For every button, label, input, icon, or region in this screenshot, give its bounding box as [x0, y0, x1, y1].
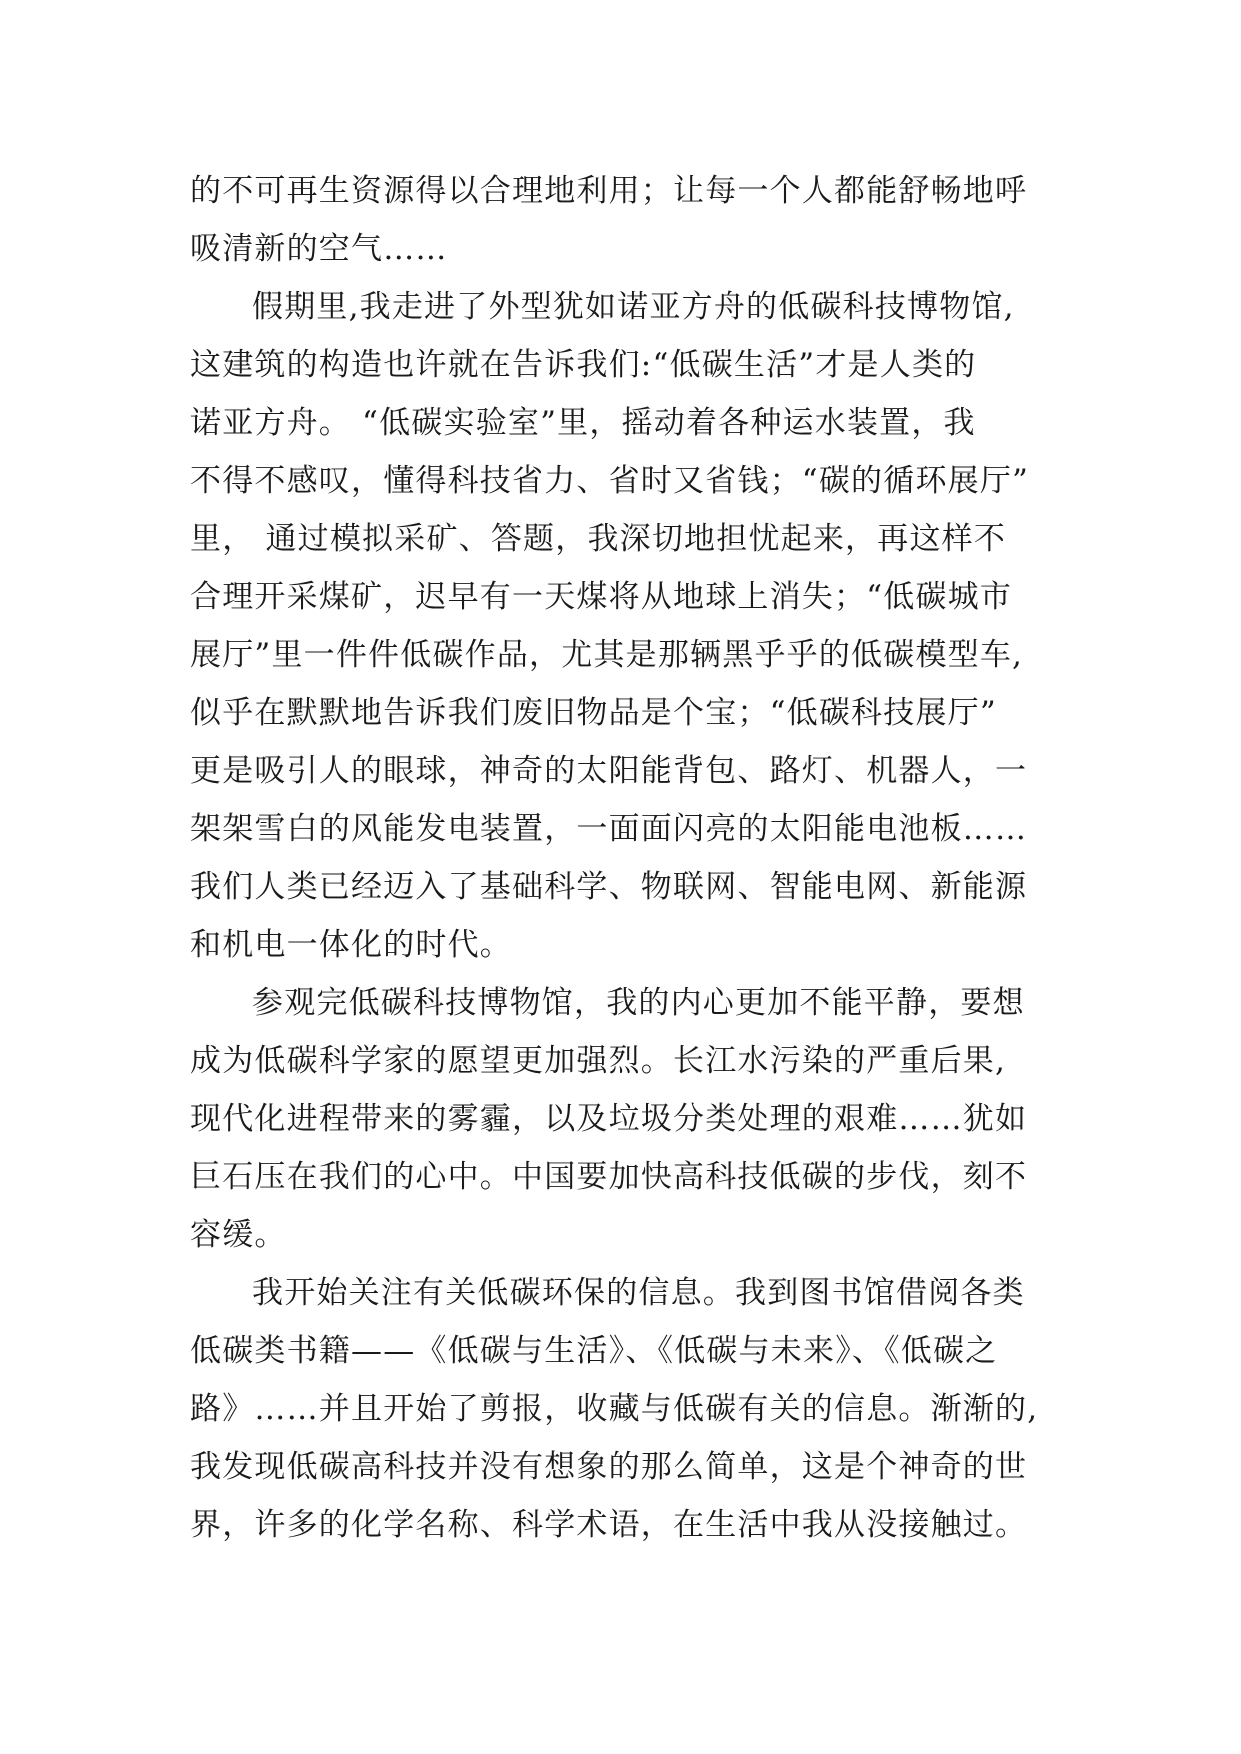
text-line-2: 吸清新的空气…… [190, 231, 448, 267]
text-line-23: 我发现低碳高科技并没有想象的那么简单，这是个神奇的世 [190, 1449, 1028, 1485]
text-line-13: 我们人类已经迈入了基础科学、物联网、智能电网、新能源 [190, 869, 1028, 905]
text-line-19: 容缓。 [190, 1217, 287, 1253]
text-line-24: 界，许多的化学名称、科学术语，在生活中我从没接触过。 [190, 1507, 1028, 1543]
text-line-8: 合理开采煤矿，迟早有一天煤将从地球上消失；“低碳城市 [190, 579, 1013, 615]
text-line-20: 我开始关注有关低碳环保的信息。我到图书馆借阅各类 [252, 1275, 1025, 1311]
text-line-5: 诺亚方舟。 “低碳实验室”里，摇动着各种运水装置，我 [190, 405, 976, 441]
text-line-21: 低碳类书籍——《低碳与生活》、《低碳与未来》、《低碳之 [190, 1333, 998, 1369]
text-line-22: 路》……并且开始了剪报，收藏与低碳有关的信息。渐渐的, [190, 1391, 1039, 1427]
text-line-3: 假期里,我走进了外型犹如诺亚方舟的低碳科技博物馆, [252, 289, 1015, 325]
text-line-12: 架架雪白的风能发电装置，一面面闪亮的太阳能电池板…… [190, 811, 1028, 847]
text-line-1: 的不可再生资源得以合理地利用；让每一个人都能舒畅地呼 [190, 173, 1028, 209]
text-line-9: 展厅”里一件件低碳作品，尤其是那辆黑乎乎的低碳模型车, [190, 637, 1024, 673]
text-line-4: 这建筑的构造也许就在告诉我们:“低碳生活”才是人类的 [190, 347, 977, 383]
text-line-14: 和机电一体化的时代。 [190, 927, 512, 963]
text-line-11: 更是吸引人的眼球，神奇的太阳能背包、路灯、机器人，一 [190, 753, 1028, 789]
text-line-18: 巨石压在我们的心中。中国要加快高科技低碳的步伐，刻不 [190, 1159, 1028, 1195]
text-line-15: 参观完低碳科技博物馆，我的内心更加不能平静，要想 [252, 985, 1025, 1021]
text-line-17: 现代化进程带来的雾霾，以及垃圾分类处理的艰难……犹如 [190, 1101, 1028, 1137]
text-line-16: 成为低碳科学家的愿望更加强烈。长江水污染的严重后果, [190, 1043, 1007, 1079]
body-text [190, 162, 1070, 1554]
text-line-7: 里， 通过模拟采矿、答题，我深切地担忧起来，再这样不 [190, 521, 1007, 557]
text-line-6: 不得不感叹，懂得科技省力、省时又省钱；“碳的循环展厅” [190, 463, 1030, 499]
text-line-10: 似乎在默默地告诉我们废旧物品是个宝；“低碳科技展厅” [190, 695, 997, 731]
